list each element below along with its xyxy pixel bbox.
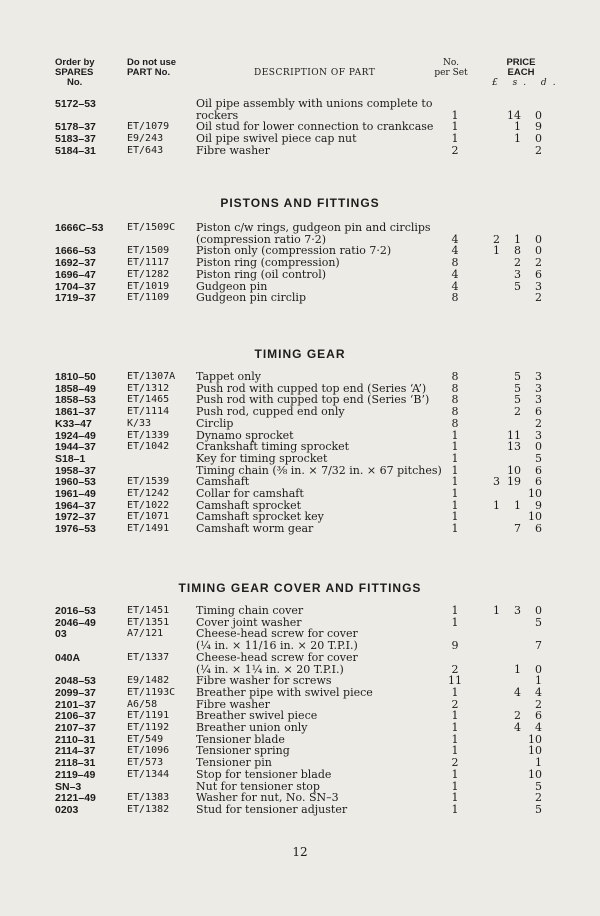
table-row [0, 133, 600, 145]
order-number: 2106–37 [55, 710, 96, 723]
order-number: 1924–49 [55, 429, 96, 442]
quantity-per-set: 8 [451, 370, 459, 383]
price-pounds: 1 [493, 244, 500, 258]
quantity-per-set: 2 [451, 697, 459, 711]
order-number: 5178–37 [55, 121, 96, 134]
order-number: 1719–37 [55, 292, 96, 305]
part-description: Tensioner pin [196, 756, 272, 770]
quantity-per-set: 1 [451, 510, 459, 524]
header-price-line: EACH [507, 67, 535, 78]
quantity-per-set: 1 [451, 767, 459, 781]
part-description: (¼ in. × 11/16 in. × 20 T.P.I.) [196, 639, 358, 653]
price-shillings: 5 [514, 381, 521, 395]
price-pence: 6 [535, 709, 542, 723]
table-row [0, 722, 600, 734]
price-pence: 5 [535, 779, 542, 793]
order-number: 2118–31 [55, 757, 96, 770]
part-description: Nut for tensioner stop [196, 779, 320, 793]
price-shillings: 1 [514, 498, 521, 512]
price-pence: 0 [535, 244, 542, 258]
quantity-per-set: 4 [451, 279, 459, 293]
quantity-per-set: 1 [451, 522, 459, 536]
header-description: DESCRIPTION OF PART [254, 68, 376, 78]
price-pence: 7 [535, 639, 542, 653]
price-pence: 0 [535, 440, 542, 454]
price-shillings: 13 [507, 440, 521, 454]
part-description: Camshaft worm gear [196, 522, 314, 536]
part-number: ET/1096 [127, 745, 170, 757]
header-order-by [55, 58, 95, 88]
quantity-per-set: 1 [451, 428, 459, 442]
quantity-per-set: 1 [451, 802, 459, 816]
price-pence: 0 [535, 662, 542, 676]
price-pence: 5 [535, 615, 542, 629]
price-pence: 2 [535, 697, 542, 711]
part-number: ET/1451 [127, 605, 170, 616]
quantity-per-set: 1 [451, 721, 459, 734]
part-number: ET/1344 [127, 768, 170, 780]
price-pounds: 2 [493, 232, 500, 246]
order-number: 2016–53 [55, 605, 96, 617]
quantity-per-set: 8 [451, 291, 459, 305]
order-number: 03 [55, 628, 67, 641]
price-shillings: 11 [507, 428, 521, 442]
order-number: 1958–37 [55, 464, 96, 477]
price-shillings: 1 [514, 662, 521, 676]
order-number: 2114–37 [55, 745, 96, 758]
order-number: 040A [55, 651, 81, 664]
order-number: 1666C–53 [55, 222, 104, 234]
table-row [0, 145, 600, 157]
order-number: 2099–37 [55, 686, 96, 699]
quantity-per-set: 1 [451, 120, 459, 134]
price-shillings: 4 [514, 685, 521, 699]
order-number: 1692–37 [55, 257, 96, 270]
price-shillings: 5 [514, 370, 521, 383]
price-pence: 9 [535, 498, 542, 512]
order-number: 5172–53 [55, 98, 96, 110]
part-number: K/33 [127, 417, 152, 429]
table-row [0, 269, 600, 281]
price-pence: 10 [528, 767, 542, 781]
quantity-per-set: 1 [451, 744, 459, 758]
price-pounds: 1 [493, 604, 500, 617]
part-number: ET/1022 [127, 499, 170, 511]
header-do-not-use [127, 58, 176, 78]
price-pence: 2 [535, 416, 542, 430]
order-number: 1944–37 [55, 441, 96, 454]
part-description: Piston ring (compression) [196, 256, 340, 270]
part-number: ET/1509 [127, 245, 170, 257]
part-description: Fibre washer for screws [196, 674, 332, 688]
price-shillings: 4 [514, 721, 521, 734]
order-number: 2048–53 [55, 675, 96, 688]
quantity-per-set: 8 [451, 381, 459, 395]
order-number: 1972–37 [55, 511, 96, 524]
part-number: ET/1019 [127, 280, 170, 292]
quantity-per-set: 4 [451, 267, 459, 281]
part-description: (compression ratio 7·2) [196, 232, 326, 246]
table-row [0, 292, 600, 304]
part-description: Tensioner spring [196, 744, 290, 758]
table-row [0, 418, 600, 430]
quantity-per-set: 9 [451, 639, 459, 653]
price-pence: 4 [535, 685, 542, 699]
price-pence: 6 [535, 475, 542, 489]
order-number: 1810–50 [55, 371, 96, 383]
part-number: ET/1337 [127, 651, 170, 663]
header-price [492, 57, 562, 88]
part-description: Stop for tensioner blade [196, 767, 332, 781]
price-pence: 4 [535, 721, 542, 734]
part-description: Gudgeon pin [196, 279, 268, 293]
part-description: Camshaft [196, 475, 250, 489]
price-pounds: 1 [493, 498, 500, 512]
quantity-per-set: 1 [451, 451, 459, 465]
part-description: Cheese-head screw for cover [196, 650, 358, 664]
table-row [0, 745, 600, 757]
part-number: ET/1539 [127, 476, 170, 488]
part-number: ET/1282 [127, 268, 170, 280]
price-pence: 10 [528, 744, 542, 758]
quantity-per-set: 1 [451, 463, 459, 477]
order-number: 2119–49 [55, 768, 96, 781]
order-number: 5184–31 [55, 144, 96, 157]
part-description: Camshaft sprocket [196, 498, 302, 512]
order-number: 1696–47 [55, 268, 96, 281]
price-pence: 5 [535, 802, 542, 816]
price-pence: 10 [528, 732, 542, 746]
part-number: A6/58 [127, 698, 158, 710]
table-row [0, 804, 600, 816]
part-description: Piston only (compression ratio 7·2) [196, 244, 392, 258]
price-pence: 0 [535, 604, 542, 617]
part-description: Stud for tensioner adjuster [196, 802, 348, 816]
price-pence: 10 [528, 510, 542, 524]
price-pence: 9 [535, 120, 542, 134]
quantity-per-set: 1 [451, 604, 459, 617]
price-shillings: 3 [514, 267, 521, 281]
header-price-line: PRICE [506, 57, 536, 68]
quantity-per-set: 1 [451, 791, 459, 805]
part-number: ET/643 [127, 144, 164, 156]
order-number: 2121–49 [55, 792, 96, 805]
part-description: Breather union only [196, 721, 308, 734]
part-description: Circlip [196, 416, 234, 430]
part-number: ET/1191 [127, 710, 170, 722]
header-order-by-line: No. [67, 77, 83, 88]
part-description: Fibre washer [196, 143, 270, 157]
part-number: ET/1307A [127, 371, 176, 382]
quantity-per-set: 1 [451, 440, 459, 454]
price-pence: 1 [535, 674, 542, 688]
quantity-per-set: 1 [451, 132, 459, 146]
part-number: ET/1465 [127, 394, 170, 406]
price-shillings: 1 [514, 232, 521, 246]
part-number: ET/1339 [127, 429, 170, 441]
part-number: E9/1482 [127, 675, 170, 687]
order-number: SN–3 [55, 780, 82, 793]
part-description: Push rod, cupped end only [196, 405, 345, 419]
price-pence: 3 [535, 393, 542, 407]
part-description: Tensioner blade [196, 732, 285, 746]
price-pence: 2 [535, 791, 542, 805]
price-pence: 6 [535, 405, 542, 419]
table-row [0, 652, 600, 664]
order-number: 1704–37 [55, 280, 96, 293]
price-shillings: 2 [514, 256, 521, 270]
order-number: 2046–49 [55, 616, 96, 629]
header-order-by-line: Order by [55, 57, 95, 68]
part-number: ET/1242 [127, 488, 170, 499]
quantity-per-set: 1 [451, 709, 459, 723]
part-number: ET/1351 [127, 616, 170, 628]
price-pence: 3 [535, 381, 542, 395]
part-description: Oil pipe swivel piece cap nut [196, 132, 357, 146]
order-number: K33–47 [55, 417, 92, 430]
part-number: ET/1382 [127, 803, 170, 815]
price-shillings: 14 [507, 108, 521, 122]
part-number: ET/1042 [127, 441, 170, 453]
order-number: 1858–53 [55, 394, 96, 407]
price-pence: 3 [535, 370, 542, 383]
price-pence: 6 [535, 522, 542, 536]
order-number: 1961–49 [55, 488, 96, 500]
part-number: ET/1509C [127, 222, 176, 233]
part-description: Breather swivel piece [196, 709, 318, 723]
quantity-per-set: 11 [448, 674, 462, 688]
quantity-per-set: 1 [451, 779, 459, 793]
header-no-per-set-line: per Set [434, 68, 468, 78]
quantity-per-set: 1 [451, 685, 459, 699]
section-title: PISTONS AND FITTINGS [220, 196, 380, 210]
order-number: 2107–37 [55, 722, 96, 734]
part-number: ET/1114 [127, 406, 170, 418]
table-row [0, 406, 600, 418]
header-do-not-use-line: PART No. [127, 67, 171, 78]
order-number: 2110–31 [55, 733, 96, 746]
order-number: 1861–37 [55, 406, 96, 419]
order-number: 1960–53 [55, 476, 96, 489]
part-description: Washer for nut, No. SN–3 [196, 791, 339, 805]
part-description: Timing chain cover [196, 604, 304, 617]
part-description: Fibre washer [196, 697, 270, 711]
part-description: Tappet only [196, 370, 261, 383]
header-do-not-use-line: Do not use [127, 57, 177, 68]
part-number: ET/1192 [127, 722, 170, 733]
order-number: 1666–53 [55, 245, 96, 258]
price-shillings: 2 [514, 709, 521, 723]
section-title: TIMING GEAR [254, 347, 346, 361]
part-description: Camshaft sprocket key [196, 510, 324, 524]
header-no-per-set-line: No. [443, 58, 459, 68]
price-pence: 1 [535, 756, 542, 770]
part-description: Oil pipe assembly with unions complete to [196, 97, 433, 110]
price-shillings: 7 [514, 522, 521, 536]
quantity-per-set: 2 [451, 756, 459, 770]
header-price-units: £ s. d. [492, 78, 562, 88]
quantity-per-set: 8 [451, 416, 459, 430]
price-pence: 0 [535, 132, 542, 146]
part-description: Piston c/w rings, gudgeon pin and circlips [196, 221, 431, 234]
quantity-per-set: 1 [451, 498, 459, 512]
price-pence: 0 [535, 232, 542, 246]
price-pence: 10 [528, 487, 542, 500]
part-description: Timing chain (⅜ in. × 7/32 in. × 67 pitches) [196, 463, 442, 477]
table-row [0, 687, 600, 699]
price-pounds: 3 [493, 475, 500, 489]
price-shillings: 19 [507, 475, 521, 489]
part-number: ET/1109 [127, 292, 170, 304]
order-number: 5183–37 [55, 133, 96, 146]
part-description: Push rod with cupped top end (Series ‘B’) [196, 393, 430, 407]
order-number: 1858–49 [55, 382, 96, 395]
price-pence: 2 [535, 143, 542, 157]
price-shillings: 8 [514, 244, 521, 258]
part-number: A7/121 [127, 628, 164, 640]
quantity-per-set: 4 [451, 232, 459, 246]
header-order-by-line: SPARES [55, 67, 94, 78]
part-description: Push rod with cupped top end (Series ‘A’) [196, 381, 427, 395]
part-number: ET/1491 [127, 523, 170, 535]
price-shillings: 1 [514, 132, 521, 146]
quantity-per-set: 1 [451, 615, 459, 629]
page-number: 12 [292, 845, 308, 859]
price-pence: 3 [535, 279, 542, 293]
price-pence: 3 [535, 428, 542, 442]
order-number: 2101–37 [55, 698, 96, 711]
quantity-per-set: 4 [451, 244, 459, 258]
part-number: ET/573 [127, 757, 164, 769]
quantity-per-set: 8 [451, 405, 459, 419]
price-pence: 2 [535, 291, 542, 305]
order-number: 0203 [55, 803, 79, 816]
part-number: ET/1312 [127, 382, 170, 394]
part-description: rockers [196, 108, 239, 122]
quantity-per-set: 1 [451, 487, 459, 500]
part-description: Breather pipe with swivel piece [196, 685, 373, 699]
part-number: ET/1117 [127, 257, 170, 269]
quantity-per-set: 8 [451, 393, 459, 407]
part-description: Cover joint washer [196, 615, 302, 629]
quantity-per-set: 2 [451, 143, 459, 157]
part-description: Cheese-head screw for cover [196, 627, 358, 641]
price-pence: 0 [535, 108, 542, 122]
part-description: Gudgeon pin circlip [196, 291, 306, 305]
part-description: Oil stud for lower connection to crankcase [196, 120, 434, 134]
price-shillings: 1 [514, 120, 521, 134]
price-shillings: 5 [514, 279, 521, 293]
part-number: ET/1071 [127, 511, 170, 523]
part-description: Piston ring (oil control) [196, 267, 327, 281]
price-pence: 2 [535, 256, 542, 270]
order-number: 1964–37 [55, 499, 96, 512]
price-pence: 5 [535, 451, 542, 465]
part-number: ET/1383 [127, 792, 170, 804]
part-description: Dynamo sprocket [196, 428, 294, 442]
table-row [0, 769, 600, 781]
price-shillings: 5 [514, 393, 521, 407]
part-description: Key for timing sprocket [196, 451, 328, 465]
part-number: E9/243 [127, 133, 164, 145]
quantity-per-set: 1 [451, 732, 459, 746]
part-description: Collar for camshaft [196, 487, 304, 500]
table-row [0, 523, 600, 535]
quantity-per-set: 8 [451, 256, 459, 270]
order-number: S18–1 [55, 452, 86, 465]
section-title: TIMING GEAR COVER AND FITTINGS [178, 581, 422, 595]
quantity-per-set: 1 [451, 108, 459, 122]
header-no-per-set [434, 58, 468, 78]
price-shillings: 10 [507, 463, 521, 477]
part-description: Crankshaft timing sprocket [196, 440, 350, 454]
price-pence: 6 [535, 267, 542, 281]
price-shillings: 2 [514, 405, 521, 419]
part-number: ET/1193C [127, 686, 176, 698]
price-shillings: 3 [514, 604, 521, 617]
table-row [0, 734, 600, 746]
part-description: (¼ in. × 1¼ in. × 20 T.P.I.) [196, 662, 344, 676]
quantity-per-set: 1 [451, 475, 459, 489]
part-number: ET/549 [127, 733, 164, 745]
part-number: ET/1079 [127, 121, 170, 133]
order-number: 1976–53 [55, 523, 96, 536]
quantity-per-set: 2 [451, 662, 459, 676]
price-pence: 6 [535, 463, 542, 477]
